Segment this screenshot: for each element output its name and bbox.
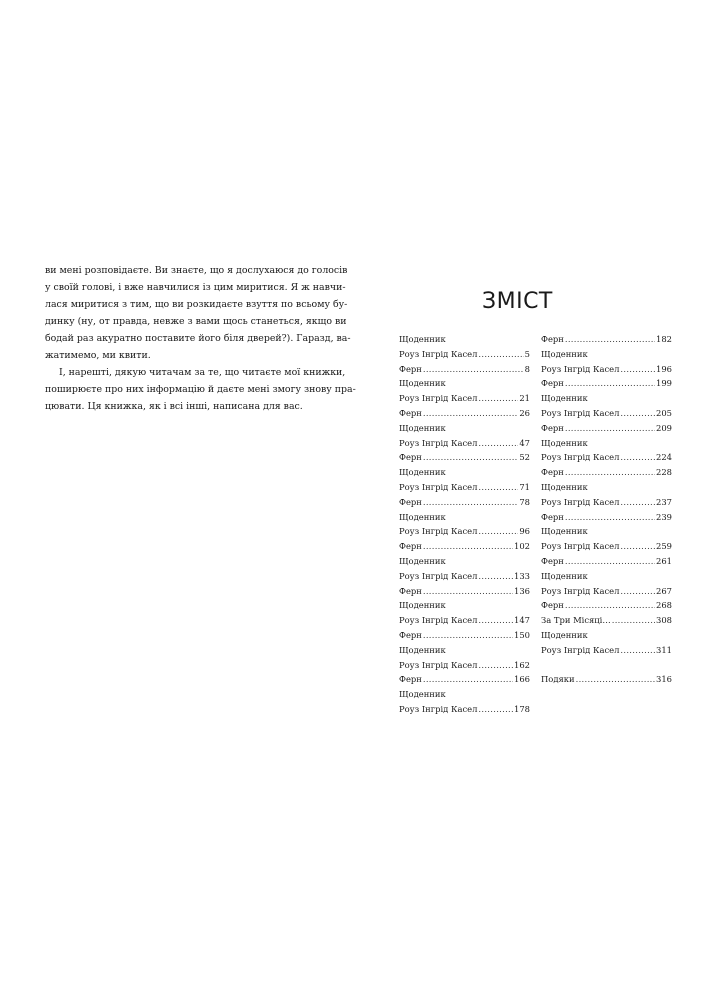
- text-line: динку (ну, от правда, невже з вами щось станеться, якщо ви: [45, 316, 347, 327]
- toc-entry: [399, 598, 530, 613]
- toc-entry-title: Ферн: [399, 541, 422, 552]
- toc-entry-page: 209: [656, 422, 672, 433]
- toc-entry-title: Ферн: [399, 496, 422, 507]
- toc-entry-title: Щоденник: [541, 481, 588, 492]
- toc-entry-title: Роуз Інгрід Касел: [541, 363, 620, 374]
- toc-entry: [399, 584, 530, 599]
- toc-dot-leader: [478, 480, 518, 495]
- toc-dot-leader: [565, 421, 655, 436]
- toc-entry-title: Ферн: [541, 334, 564, 344]
- toc-entry-title: Роуз Інгрід Касел: [399, 615, 478, 626]
- toc-entry-page: 133: [514, 570, 530, 581]
- toc-entry-page: 259: [656, 541, 672, 552]
- toc-entry-title: За Три Місяці…: [541, 615, 611, 626]
- toc-entry-title: Щоденник: [541, 348, 588, 359]
- toc-entry-title: Роуз Інгрід Касел: [399, 703, 478, 714]
- toc-entry: [541, 613, 672, 628]
- toc-entry-page: 21: [519, 393, 530, 404]
- toc-dot-leader: [565, 554, 655, 569]
- toc-entry-title: Ферн: [399, 674, 422, 685]
- toc-entry-page: 52: [519, 452, 530, 463]
- toc-entry-title: Подяки: [541, 674, 575, 685]
- toc-entry-page: 228: [656, 467, 672, 478]
- toc-entry-page: 196: [656, 363, 672, 374]
- toc-entry-title: Щоденник: [399, 689, 446, 700]
- toc-dot-leader: [478, 569, 513, 584]
- toc-entry: [541, 465, 672, 480]
- text-line: ви мені розповідаєте. Ви знаєте, що я дослухаюся до голосів: [45, 265, 348, 276]
- toc-entry-title: Ферн: [399, 407, 422, 418]
- toc-dot-leader: [620, 643, 655, 658]
- toc-entry-title: Роуз Інгрід Касел: [399, 481, 478, 492]
- toc-dot-leader: [565, 598, 655, 613]
- toc-entry-page: 150: [514, 629, 530, 640]
- toc-entry-page: 237: [656, 496, 672, 507]
- toc-entry: [541, 539, 672, 554]
- toc-entry: [399, 687, 530, 702]
- toc-entry-page: 261: [656, 555, 672, 566]
- toc-dot-leader: [620, 495, 655, 510]
- toc-entry-title: Щоденник: [541, 526, 588, 537]
- toc-entry-page: 96: [519, 526, 530, 537]
- toc-entry-title: Ферн: [541, 422, 564, 433]
- toc-entry-page: 267: [656, 585, 672, 596]
- toc-entry: [541, 598, 672, 613]
- toc-entry-title: Щоденник: [399, 600, 446, 611]
- toc-entry: [399, 495, 530, 510]
- toc-entry-page: 78: [519, 496, 530, 507]
- toc-entry-title: Роуз Інгрід Касел: [399, 393, 478, 404]
- toc-entry-title: Щоденник: [399, 644, 446, 655]
- toc-entry: [541, 643, 672, 658]
- toc-entry: [541, 376, 672, 391]
- toc-dot-leader: [423, 406, 518, 421]
- toc-entry-title: Роуз Інгрід Касел: [399, 526, 478, 537]
- toc-entry: [541, 332, 672, 347]
- toc-entry-page: 205: [656, 407, 672, 418]
- toc-entry-page: 199: [656, 378, 672, 389]
- toc-entry: [541, 480, 672, 495]
- toc-entry-page: 47: [519, 437, 530, 448]
- toc-entry: [399, 465, 530, 480]
- toc-entry: [541, 347, 672, 362]
- toc-entry: [399, 376, 530, 391]
- toc-entry: [541, 524, 672, 539]
- toc-entry: [541, 421, 672, 436]
- toc-dot-leader: [423, 628, 513, 643]
- toc-dot-leader: [612, 613, 655, 628]
- toc-entry-page: 182: [656, 334, 672, 344]
- toc-entry-page: 147: [514, 615, 530, 626]
- text-line: лася миритися з тим, що ви розкидаєте взуття по всьому бу-: [45, 299, 348, 310]
- toc-entry: [541, 628, 672, 643]
- toc-dot-leader: [620, 406, 655, 421]
- toc-entry: [399, 554, 530, 569]
- toc-dot-leader: [423, 495, 518, 510]
- toc-entry: [399, 436, 530, 451]
- toc-dot-leader: [478, 524, 518, 539]
- toc-dot-leader: [423, 362, 524, 377]
- toc-entry-title: Ферн: [541, 511, 564, 522]
- toc-entry: [399, 332, 530, 347]
- toc-dot-leader: [620, 450, 655, 465]
- toc-entry-page: 26: [519, 407, 530, 418]
- toc-entry-title: Роуз Інгрід Касел: [399, 659, 478, 670]
- toc-entry-title: Ферн: [399, 629, 422, 640]
- text-line: поширюєте про них інформацію й даєте мені змогу знову пра-: [45, 384, 356, 395]
- toc-entry-page: 239: [656, 511, 672, 522]
- left-page-text: [45, 262, 356, 415]
- toc-entry-page: 5: [524, 348, 530, 359]
- toc-entry: [541, 436, 672, 451]
- toc-entry: [399, 421, 530, 436]
- toc-dot-leader: [423, 672, 513, 687]
- toc-entry-title: Роуз Інгрід Касел: [399, 348, 478, 359]
- toc-title: ЗМІСТ: [482, 289, 553, 314]
- toc-entry: [541, 450, 672, 465]
- toc-dot-leader: [423, 539, 513, 554]
- toc-entry-title: Роуз Інгрід Касел: [541, 541, 620, 552]
- toc-entry-page: 166: [514, 674, 530, 685]
- toc-dot-leader: [478, 347, 523, 362]
- toc-entry: [399, 672, 530, 687]
- toc-entry: [399, 658, 530, 673]
- toc-entry-title: Щоденник: [541, 437, 588, 448]
- toc-entry: [541, 554, 672, 569]
- toc-entry: [399, 450, 530, 465]
- text-line: бодай раз акуратно поставите його біля дверей?). Гаразд, ва-: [45, 333, 351, 344]
- toc-entry: [399, 406, 530, 421]
- toc-dot-leader: [565, 465, 655, 480]
- toc-dot-leader: [565, 332, 655, 347]
- toc-entry: [399, 524, 530, 539]
- text-line: І, нарешті, дякую читачам за те, що читаєте мої книжки,: [59, 367, 346, 378]
- toc-entry-title: Щоденник: [541, 629, 588, 640]
- toc-dot-leader: [565, 376, 655, 391]
- toc-entry: [399, 702, 530, 717]
- toc-entry-page: 178: [514, 703, 530, 714]
- toc-entry: [399, 362, 530, 377]
- toc-dot-leader: [478, 613, 513, 628]
- toc-dot-leader: [478, 658, 513, 673]
- toc-entry-page: 308: [656, 615, 672, 626]
- toc-dot-leader: [478, 702, 513, 717]
- toc-entry-title: Ферн: [541, 378, 564, 389]
- toc-entry: [541, 362, 672, 377]
- toc-entry-title: Ферн: [399, 585, 422, 596]
- toc-entry: [399, 480, 530, 495]
- toc-entry-title: Роуз Інгрід Касел: [399, 570, 478, 581]
- toc-entry-title: Щоденник: [399, 334, 446, 344]
- toc-entry-title: Роуз Інгрід Касел: [541, 585, 620, 596]
- toc-dot-leader: [478, 436, 518, 451]
- toc-entry: [399, 391, 530, 406]
- toc-dot-leader: [620, 584, 655, 599]
- toc-entry-title: Ферн: [541, 600, 564, 611]
- toc-entry: [399, 613, 530, 628]
- toc-entry-title: Роуз Інгрід Касел: [541, 644, 620, 655]
- toc-entry: [399, 347, 530, 362]
- toc-entry-title: Роуз Інгрід Касел: [541, 452, 620, 463]
- toc-entry-title: Роуз Інгрід Касел: [399, 437, 478, 448]
- toc-dot-leader: [620, 362, 655, 377]
- toc-entry: [541, 391, 672, 406]
- toc-entry-title: Ферн: [399, 363, 422, 374]
- toc-entry: [541, 495, 672, 510]
- toc-entry-title: Ферн: [541, 467, 564, 478]
- toc-entry: [541, 510, 672, 525]
- toc-entry-title: Роуз Інгрід Касел: [541, 407, 620, 418]
- toc-entry-title: Щоденник: [541, 570, 588, 581]
- toc-entry-title: Щоденник: [399, 467, 446, 478]
- toc-entry-title: Ферн: [399, 452, 422, 463]
- toc-dot-leader: [576, 672, 655, 687]
- toc-dot-leader: [423, 584, 513, 599]
- text-line: цювати. Ця книжка, як і всі інші, написана для вас.: [45, 401, 303, 412]
- text-line: у своїй голові, і вже навчилися із цим миритися. Я ж навчи-: [45, 282, 346, 293]
- toc-entry-page: 162: [514, 659, 530, 670]
- toc-entry: [399, 628, 530, 643]
- toc-entry: [541, 569, 672, 584]
- toc-entry-title: Ферн: [541, 555, 564, 566]
- toc-dot-leader: [565, 510, 655, 525]
- toc-entry: [541, 406, 672, 421]
- toc-entry-page: 268: [656, 600, 672, 611]
- toc-entry-page: 311: [656, 644, 672, 655]
- toc-entry: [399, 643, 530, 658]
- toc-entry: [399, 539, 530, 554]
- toc-entry-page: 316: [656, 674, 672, 685]
- toc-entry-title: Щоденник: [399, 555, 446, 566]
- toc-entry: [541, 672, 672, 687]
- toc-entry-title: Роуз Інгрід Касел: [541, 496, 620, 507]
- toc-column-1: [399, 332, 530, 717]
- toc-entry: [399, 569, 530, 584]
- toc-entry-page: 224: [656, 452, 672, 463]
- toc-entry: [541, 584, 672, 599]
- toc-column-2: [541, 332, 672, 687]
- toc-dot-leader: [423, 450, 518, 465]
- toc-dot-leader: [620, 539, 655, 554]
- toc-entry-page: 71: [519, 481, 530, 492]
- toc-entry-title: Щоденник: [399, 378, 446, 389]
- toc-entry: [399, 510, 530, 525]
- toc-entry-page: 136: [514, 585, 530, 596]
- toc-entry-title: Щоденник: [399, 511, 446, 522]
- toc-dot-leader: [478, 391, 518, 406]
- text-line: жатимемо, ми квити.: [45, 350, 151, 361]
- toc-entry-page: 102: [514, 541, 530, 552]
- toc-entry-title: Щоденник: [541, 393, 588, 404]
- toc-entry-page: 8: [524, 363, 530, 374]
- toc-entry-title: Щоденник: [399, 422, 446, 433]
